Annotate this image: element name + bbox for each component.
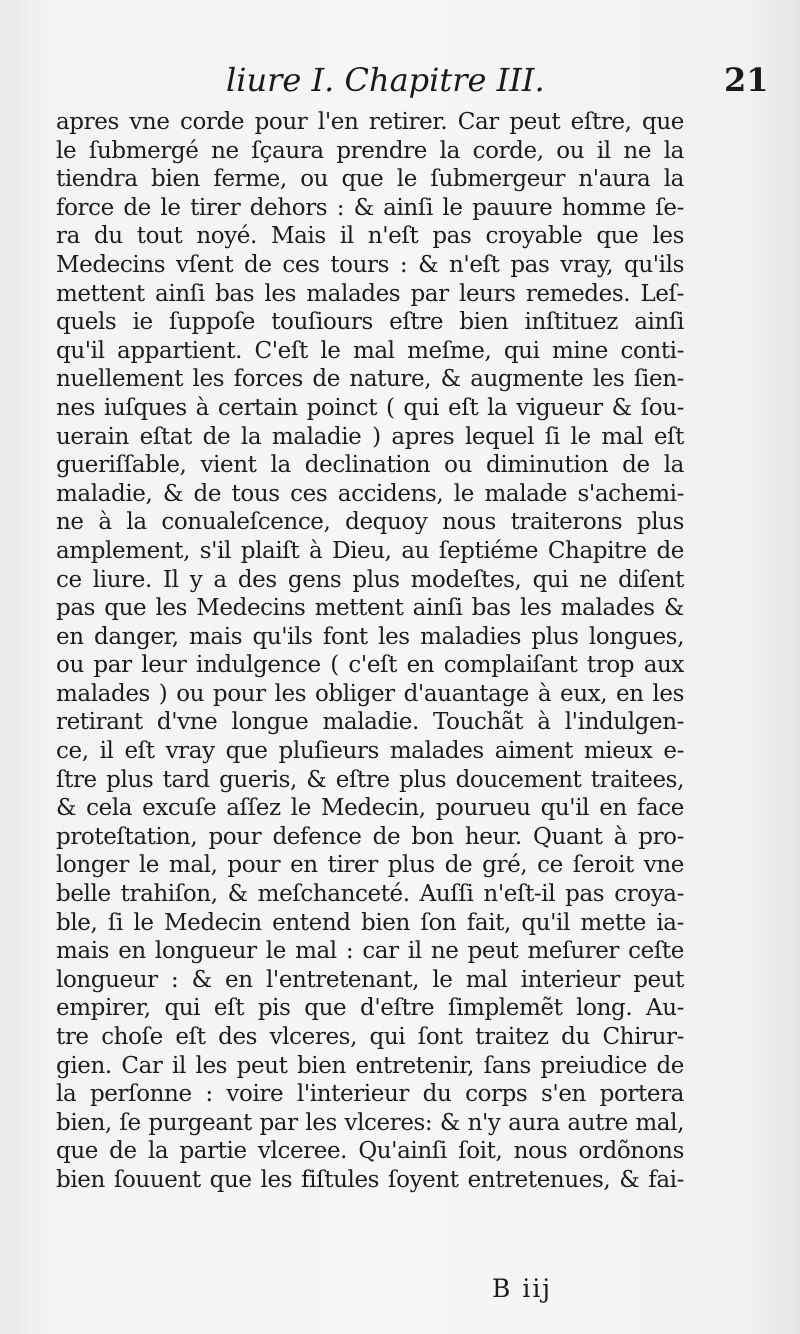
text-line: ce liure. Il y a des gens plus modeſtes, qui ne diſent xyxy=(56,566,684,593)
text-line: gueriſſable, vient la declination ou diminution de la xyxy=(56,452,684,479)
text-line: la perſonne : voire l'interieur du corps s'en portera xyxy=(56,1081,684,1108)
text-line: gien. Car il les peut bien entretenir, ſans preiudice de xyxy=(56,1052,684,1079)
page-header xyxy=(0,58,800,102)
text-line: ſtre plus tard gueris, & eſtre plus doucement traitees, xyxy=(56,766,684,793)
text-line: en danger, mais qu'ils font les maladies plus longues, xyxy=(56,623,684,650)
text-line: force de le tirer dehors : & ainſi le pauure homme ſe- xyxy=(56,194,684,221)
text-line: Medecins vſent de ces tours : & n'eſt pas vray, qu'ils xyxy=(56,251,684,278)
signature-mark: B iij xyxy=(492,1274,553,1303)
text-line: pas que les Medecins mettent ainſi bas les malades & xyxy=(56,595,684,622)
text-line: le ſubmergé ne ſçaura prendre la corde, ou il ne la xyxy=(56,137,684,164)
text-line: apres vne corde pour l'en retirer. Car peut eſtre, que xyxy=(56,109,684,135)
text-line: & cela excuſe aſſez le Medecin, pourueu qu'il en face xyxy=(56,795,684,822)
text-line: uerain eſtat de la maladie ) apres lequel ſi le mal eſt xyxy=(56,423,684,450)
text-line: proteſtation, pour defence de bon heur. Quant à pro- xyxy=(56,823,684,850)
text-line: quels ie ſuppoſe touſiours eſtre bien inſtituez ainſi xyxy=(56,309,684,336)
text-line: empirer, qui eſt pis que d'eſtre ſimplemẽt long. Au- xyxy=(56,995,684,1022)
text-line: bien, ſe purgeant par les vlceres: & n'y aura autre mal, xyxy=(56,1109,684,1136)
text-line: qu'il appartient. C'eſt le mal meſme, qui mine conti- xyxy=(56,337,684,364)
running-title: liure I. Chapitre III. xyxy=(226,61,545,99)
text-line: mettent ainſi bas les malades par leurs remedes. Leſ- xyxy=(56,280,684,307)
body-text xyxy=(56,108,684,1195)
text-line: ra du tout noyé. Mais il n'eſt pas croyable que les xyxy=(56,223,684,250)
text-line: bien ſouuent que les fiſtules ſoyent entretenues, & fai- xyxy=(56,1166,684,1193)
text-line: malades ) ou pour les obliger d'auantage à eux, en les xyxy=(56,680,684,707)
text-line: ne à la conualeſcence, dequoy nous traiterons plus xyxy=(56,509,684,536)
text-line: ou par leur indulgence ( c'eſt en complaiſant trop aux xyxy=(56,652,684,679)
text-line: ble, ſi le Medecin entend bien ſon fait, qu'il mette ia- xyxy=(56,909,684,936)
text-line: retirant d'vne longue maladie. Touchãt à l'indulgen- xyxy=(56,709,684,736)
text-line: nuellement les forces de nature, & augmente les ſien- xyxy=(56,366,684,393)
text-line: longueur : & en l'entretenant, le mal interieur peut xyxy=(56,966,684,993)
text-line: tiendra bien ferme, ou que le ſubmergeur n'aura la xyxy=(56,166,684,193)
text-line: belle trahiſon, & meſchanceté. Auſſi n'eſt-il pas croya- xyxy=(56,881,684,908)
text-line: tre choſe eſt des vlceres, qui ſont traitez du Chirur- xyxy=(56,1024,684,1050)
text-line: maladie, & de tous ces accidens, le malade s'achemi- xyxy=(56,480,684,507)
text-line: longer le mal, pour en tirer plus de gré, ce ſeroit vne xyxy=(56,852,684,879)
text-line: nes iuſques à certain poinct ( qui eſt la vigueur & ſou- xyxy=(56,394,684,421)
text-line: mais en longueur le mal : car il ne peut meſurer ceſte xyxy=(56,938,684,965)
text-line: ce, il eſt vray que pluſieurs malades aiment mieux e- xyxy=(56,738,684,765)
text-line: amplement, s'il plaiſt à Dieu, au ſeptiéme Chapitre de xyxy=(56,537,684,564)
page-number: 21 xyxy=(724,61,769,99)
text-line: que de la partie vlceree. Qu'ainſi ſoit, nous ordõnons xyxy=(56,1138,684,1165)
